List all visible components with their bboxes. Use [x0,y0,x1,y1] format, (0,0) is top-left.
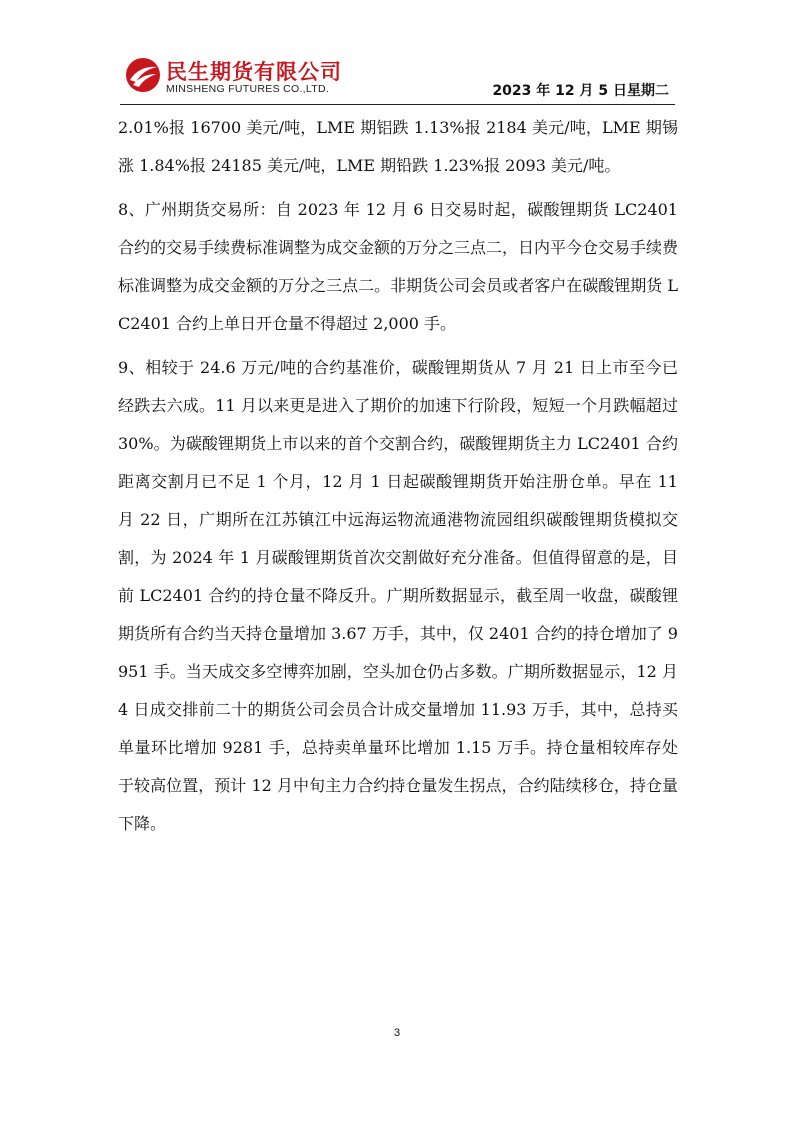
report-date: 2023 年 12 月 5 日星期二 [492,83,669,99]
company-name-en: MINSHENG FUTURES CO.,LTD. [166,83,330,95]
paragraph-item-9: 9、相较于 24.6 万元/吨的合约基准价，碳酸锂期货从 7 月 21 日上市至今已经跌去六成。11 月以来更是进入了期价的加速下行阶段，短短一个月跌幅超过 30%。为碳酸锂期货上市以来的首个交割合约，碳酸锂期货主力 LC2401 合约距离交割月已不足 1 个月，12 月 1 日起碳酸锂期货开始注册仓单。早在 11 月 22 日，广期所在江苏镇江中远海运物流通港物流园组织碳酸锂期货模拟交割，为 2024 年 1 月碳酸锂期货首次交割做好充分准备。但值得留意的是，目前 LC2401 合约的持仓量不降反升。广期所数据显示，截至周一收盘，碳酸锂期货所有合约当天持仓量增加 3.67 万手，其中，仅 2401 合约的持仓增加了 9951 手。当天成交多空博弈加剧，空头加仓仍占多数。广期所数据显示，12 月 4 日成交排前二十的期货公司会员合计成交量增加 11.93 万手，其中，总持买单量环比增加 9281 手，总持卖单量环比增加 1.15 万手。持仓量相较库存处于较高位置，预计 12 月中旬主力合约持仓量发生拐点，合约陆续移仓，持仓量下降。 [118,358,678,833]
document-body [118,109,678,843]
minsheng-swoosh-icon [124,56,162,94]
company-name-cn: 民生期货有限公司 [166,60,342,84]
company-logo [120,52,370,100]
page-header [120,52,675,105]
paragraph-continued: 2.01%报 16700 美元/吨，LME 期铝跌 1.13%报 2184 美元/吨，LME 期锡涨 1.84%报 24185 美元/吨，LME 期铅跌 1.23%报 2093 美元/吨。 [118,118,678,175]
page-number: 3 [393,1027,401,1039]
paragraph-item-8: 8、广州期货交易所：自 2023 年 12 月 6 日交易时起，碳酸锂期货 LC2401 合约的交易手续费标准调整为成交金额的万分之三点二，日内平今仓交易手续费标准调整为成交金额的万分之三点二。非期货公司会员或者客户在碳酸锂期货 LC2401 合约上单日开仓量不得超过 2,000 手。 [118,200,679,333]
